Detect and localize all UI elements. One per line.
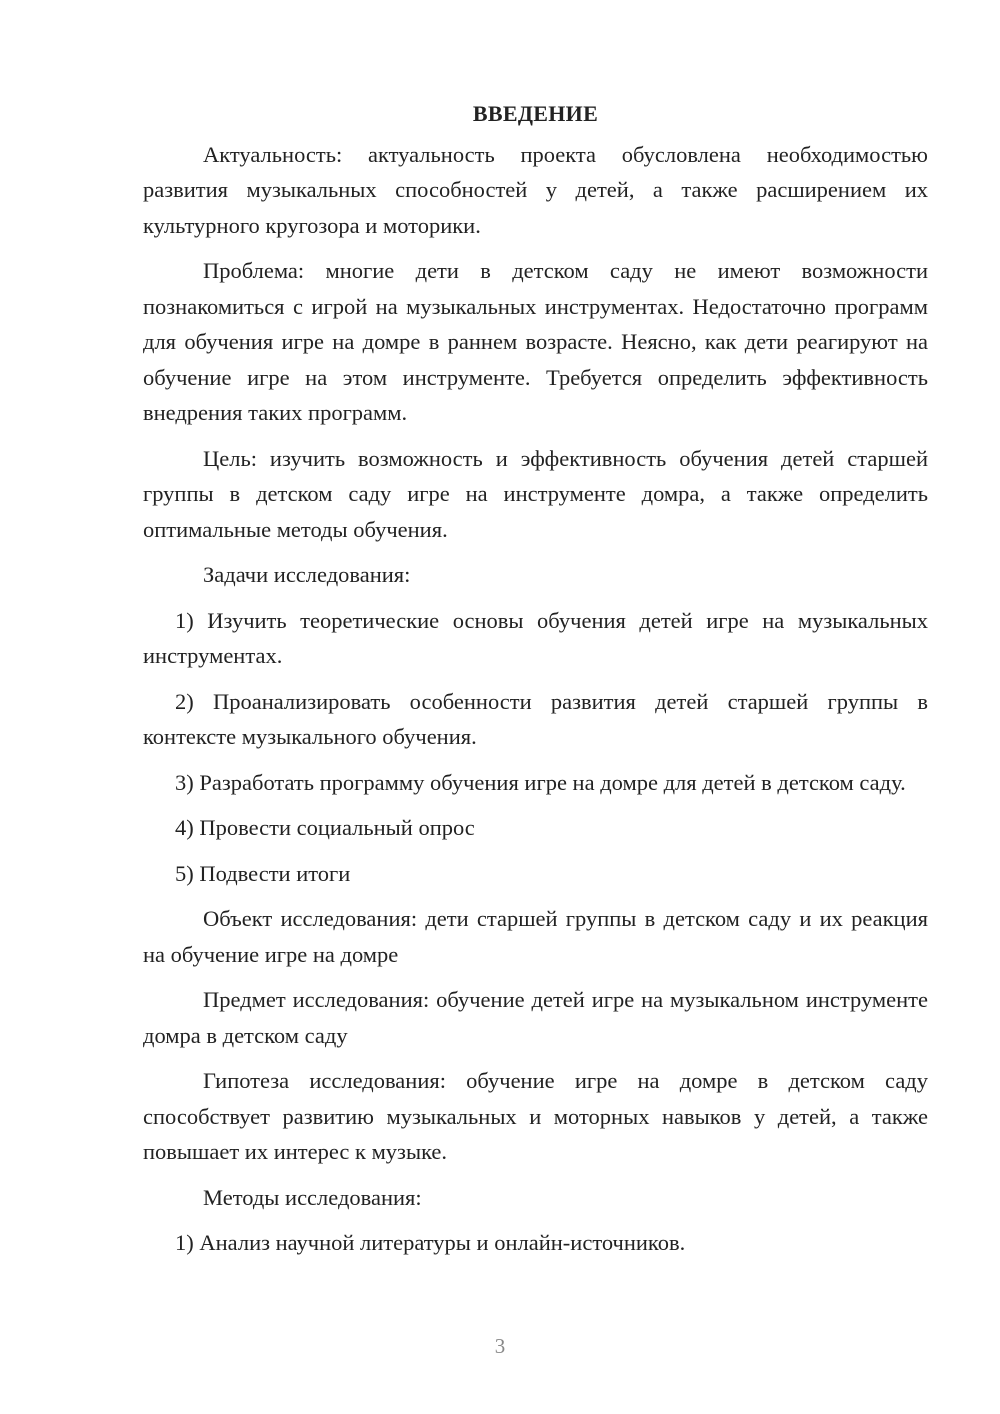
tasks-heading: Задачи исследования: <box>203 562 411 587</box>
page-number: 3 <box>494 1334 506 1358</box>
paragraph-hypothesis: Гипотеза исследования: обучение игре на домре в детском саду способствует развитию музыкальных и моторных навыков у детей, а также повышает их интерес к музыке. <box>143 1068 928 1164</box>
paragraph-problem: Проблема: многие дети в детском саду не имеют возможности познакомиться с игрой на музыкальных инструментах. Недостаточно программ для обучения игре на домре в раннем возрасте. Неясно, как дети реагируют на обучение игре на этом инструменте. Требуется определить эффективность внедрения таких программ. <box>143 258 928 425</box>
task-item: 5) Подвести итоги <box>175 860 351 886</box>
paragraph-relevance: Актуальность: актуальность проекта обусловлена необходимостью развития музыкальных способностей у детей, а также расширением их культурного кругозора и моторики. <box>143 141 928 238</box>
paragraph-object: Объект исследования: дети старшей группы в детском саду и их реакция на обучение игре на домре <box>143 906 928 967</box>
document-page <box>143 96 928 1271</box>
method-item: 1) Анализ научной литературы и онлайн-источников. <box>175 1230 686 1255</box>
paragraph-subject: Предмет исследования: обучение детей игре на музыкальном инструменте домра в детском саду <box>143 987 928 1048</box>
paragraph-goal: Цель: изучить возможность и эффективность обучения детей старшей группы в детском саду игре на инструменте домра, а также определить оптимальные методы обучения. <box>143 445 928 542</box>
task-item: 4) Провести социальный опрос <box>175 815 475 840</box>
task-item: 1) Изучить теоретические основы обучения детей игре на музыкальных инструментах. <box>143 607 928 668</box>
task-item: 3) Разработать программу обучения игре на домре для детей в детском саду. <box>175 769 906 795</box>
task-item: 2) Проанализировать особенности развития детей старшей группы в контексте музыкального обучения. <box>143 688 928 749</box>
section-title: ВВЕДЕНИЕ <box>472 101 599 126</box>
methods-heading: Методы исследования: <box>203 1184 422 1210</box>
